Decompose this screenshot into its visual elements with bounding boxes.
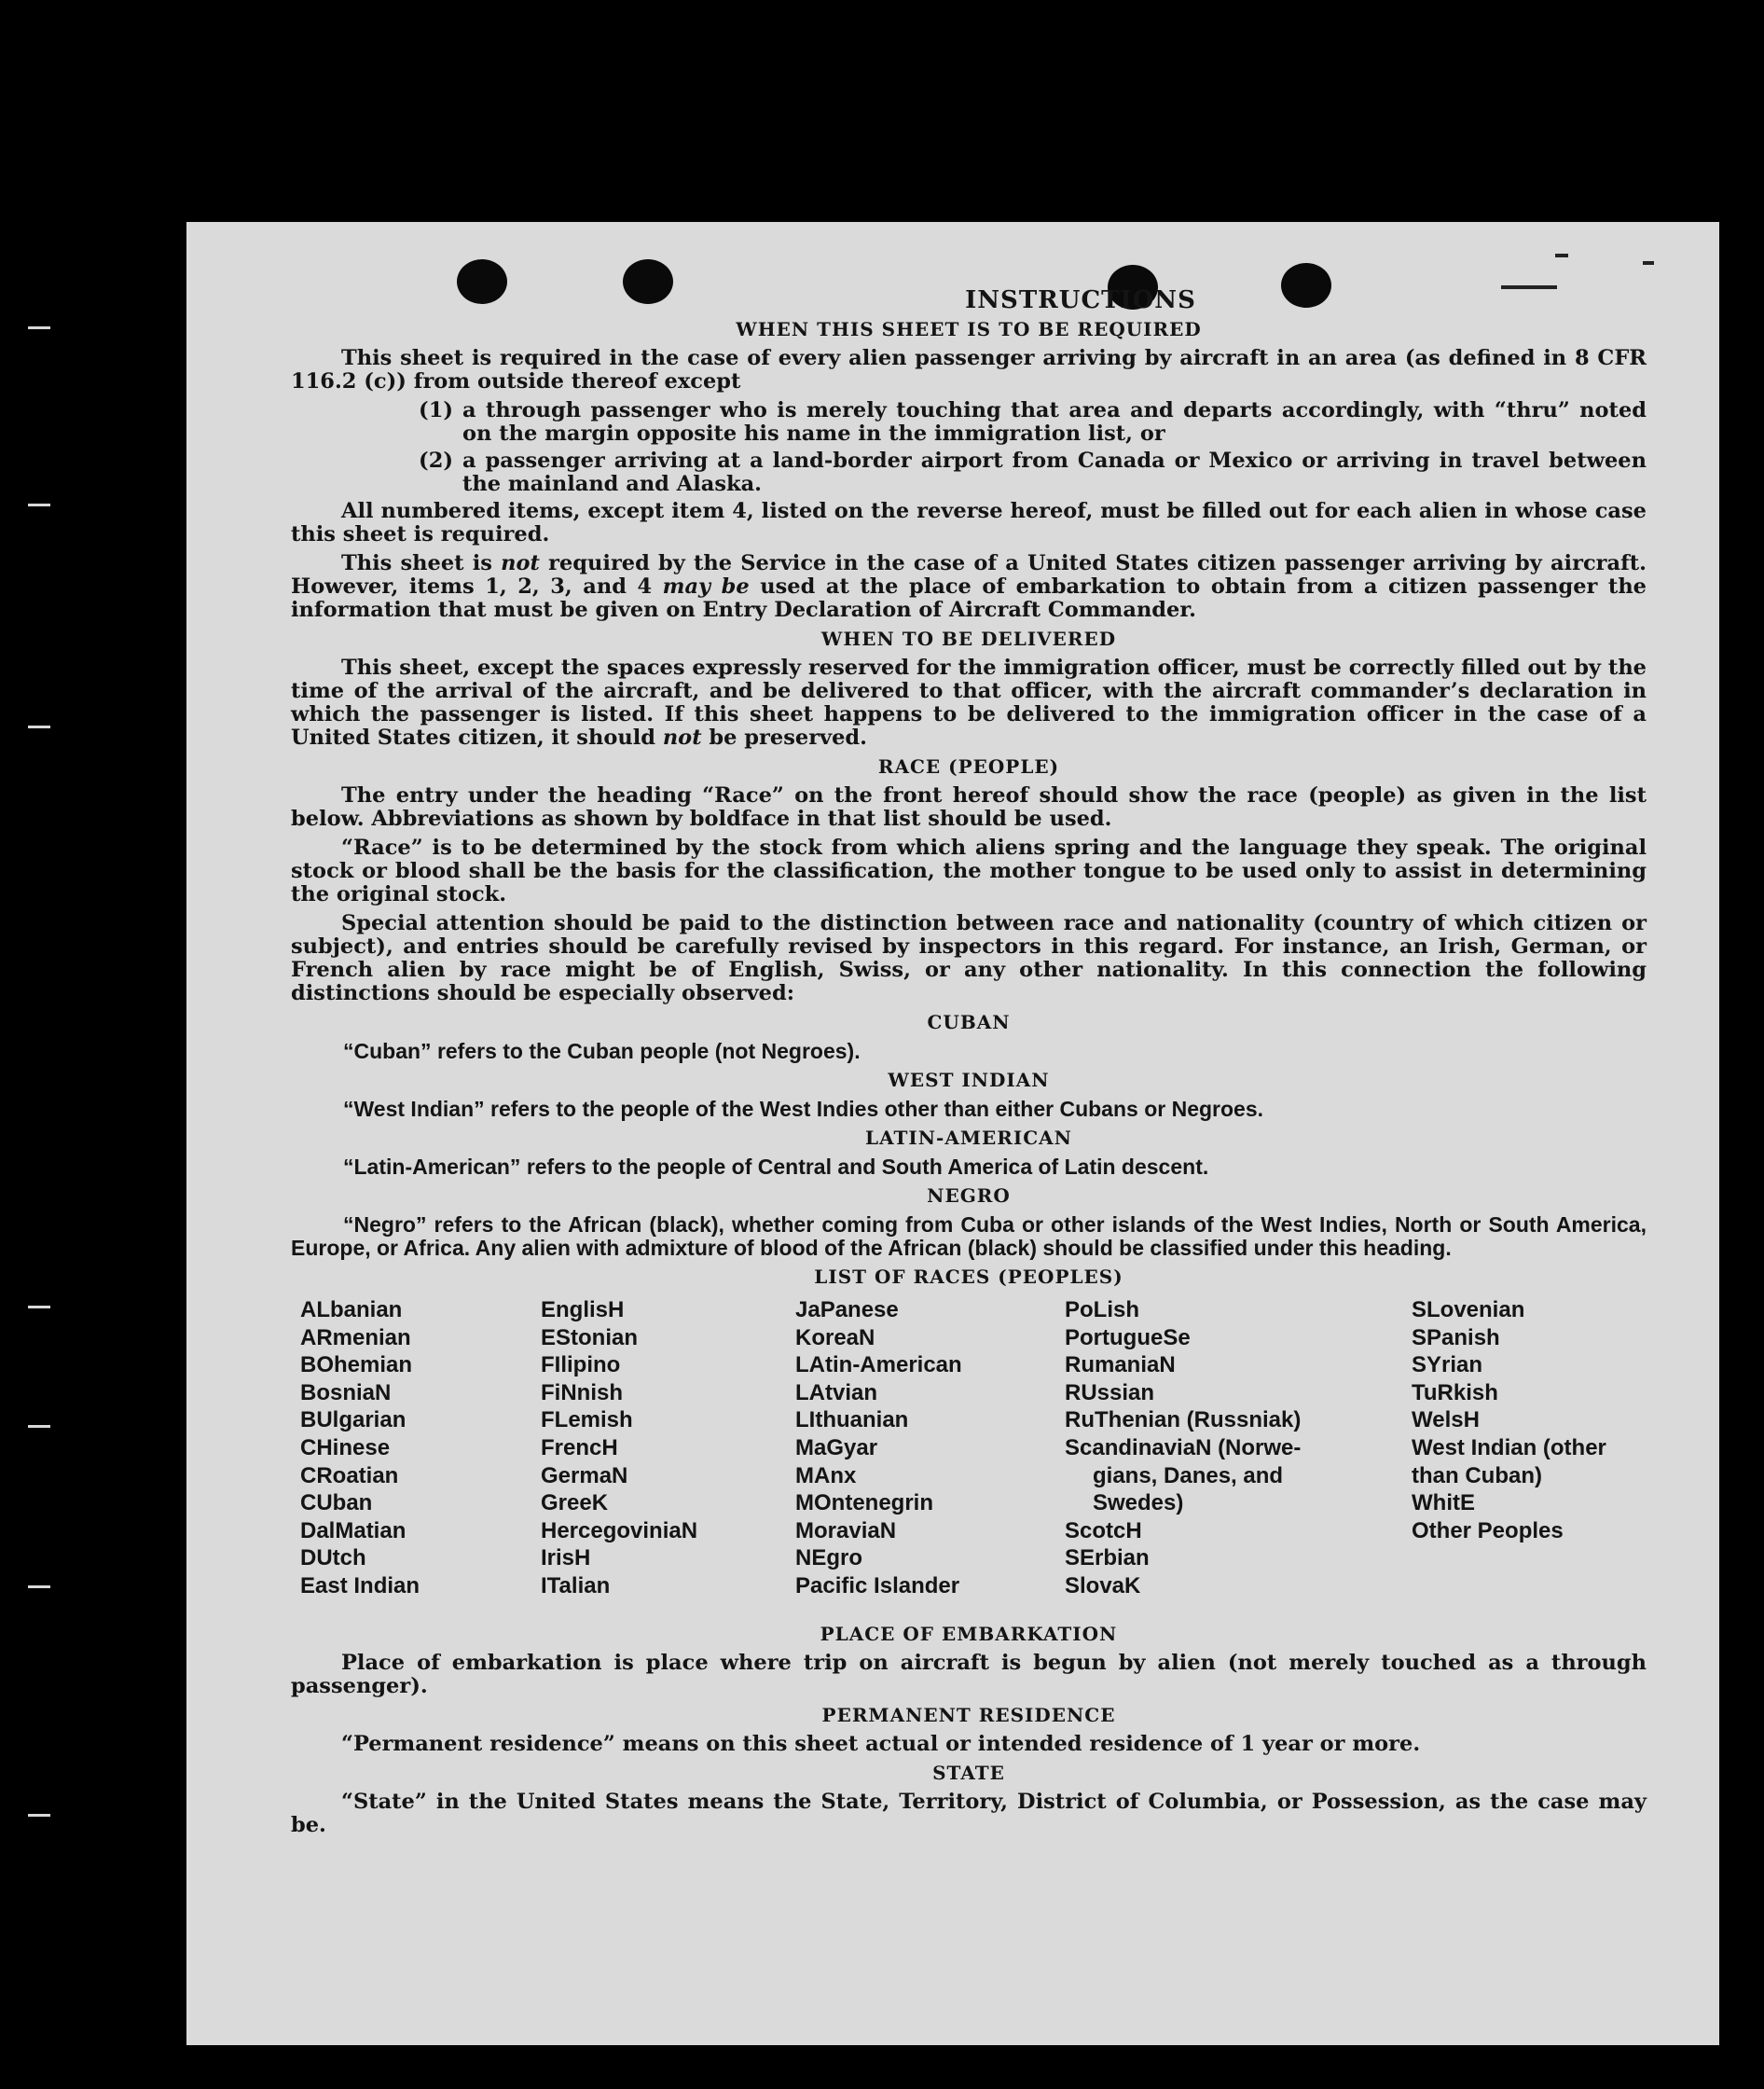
paragraph [291,657,1647,750]
race-entry: ScotcH [1065,1517,1142,1543]
race-entry: West Indian (other [1412,1434,1606,1460]
race-entry: TuRkish [1412,1379,1498,1405]
races-list [291,1296,1647,1617]
race-entry: LAtin-American [795,1352,962,1378]
race-entry: WhitE [1412,1490,1475,1516]
race-entry: MaGyar [795,1434,878,1460]
race-entry: JaPanese [795,1297,899,1322]
race-entry: ITalian [541,1572,611,1598]
emphasis: not [662,726,702,750]
list-item-number: (1) [419,398,453,422]
paragraph: The entry under the heading “Race” on the front hereof should show the race (people) as given in the list below. Abbreviations as shown by boldface in that list should be used. [291,783,1647,831]
race-entry: MoraviaN [795,1517,897,1543]
race-entry: EStonian [541,1324,639,1350]
race-entry: DalMatian [300,1517,407,1543]
races-column [541,1296,697,1600]
race-entry: GermaN [541,1462,628,1488]
emphasis: may be [662,574,750,599]
race-entry: Pacific Islander [795,1572,960,1598]
definition-heading: WEST INDIAN [888,1069,1050,1091]
film-edge-mark [28,1814,50,1817]
text-run: required by the Service in the case of a United States citizen passenger arriving by aircraft. However, items 1, 2, 3, and 4 [291,551,1647,599]
race-entry: BosniaN [300,1379,392,1405]
race-entry: HercegoviniaN [541,1517,698,1543]
race-entry: CRoatian [300,1462,399,1488]
race-entry: EnglisH [541,1297,625,1322]
list-item [291,399,1647,446]
race-entry: SYrian [1412,1352,1483,1378]
film-edge-mark [28,504,50,506]
race-entry: than Cuban) [1412,1462,1542,1488]
race-entry: SErbian [1065,1545,1150,1571]
list-item-text: a through passenger who is merely touching that area and departs accordingly, with “thru” noted on the margin opposite his name in the immigration list, or [462,398,1647,446]
race-entry: BOhemian [300,1352,413,1378]
document-page [186,222,1719,2045]
film-edge-mark [28,326,50,329]
list-item-number: (2) [419,449,453,473]
race-entry: LIthuanian [795,1407,909,1433]
list-item [291,450,1647,496]
race-entry: East Indian [300,1572,420,1598]
race-entry: ScandinaviaN (Norwe- [1065,1434,1302,1460]
definition-text: “Negro” refers to the African (black), whether coming from Cuba or other islands of the West Indies, North or South America, Europe, or Africa. Any alien with admixture of blood of the African (black) should be classified under this heading. [291,1212,1647,1260]
race-entry: RUssian [1065,1379,1155,1405]
race-entry: MAnx [795,1462,857,1488]
emphasis: not [501,551,540,575]
definition-text: “Latin-American” refers to the people of Central and South America of Latin descent. [343,1155,1209,1179]
paragraph: “State” in the United States means the State, Territory, District of Columbia, or Possession, as the case may be. [291,1790,1647,1837]
race-entry: Swedes) [1093,1490,1184,1516]
races-column [1412,1296,1606,1544]
list-item-text: a passenger arriving at a land-border airport from Canada or Mexico or arriving in travel between the mainland and Alaska. [462,449,1647,496]
race-entry: SLovenian [1412,1297,1525,1322]
race-entry: SlovaK [1065,1572,1141,1598]
races-column [795,1296,962,1600]
section-heading: PERMANENT RESIDENCE [821,1704,1116,1726]
text-run: This sheet is [341,551,502,575]
races-column [1065,1296,1301,1600]
race-entry: FLemish [541,1407,633,1433]
film-edge-mark [28,1425,50,1428]
definition-text: “Cuban” refers to the Cuban people (not Negroes). [343,1039,861,1063]
paragraph: Place of embarkation is place where trip on aircraft is begun by alien (not merely touched as a through passenger). [291,1651,1647,1698]
race-entry: PoLish [1065,1297,1140,1322]
race-entry: BUlgarian [300,1407,407,1433]
definition-heading: NEGRO [927,1184,1011,1207]
section-heading: WHEN THIS SHEET IS TO BE REQUIRED [736,318,1202,340]
paragraph: “Permanent residence” means on this sheet actual or intended residence of 1 year or more. [341,1732,1421,1756]
race-entry: PortugueSe [1065,1324,1191,1350]
definition-text: “West Indian” refers to the people of the West Indies other than either Cubans or Negroes. [343,1097,1264,1121]
race-entry: MOntenegrin [795,1490,933,1516]
race-entry: NEgro [795,1545,862,1571]
text-run: be preserved. [701,726,868,750]
race-entry: IrisH [541,1545,591,1571]
paragraph: Special attention should be paid to the distinction between race and nationality (country of which citizen or subject), and entries should be carefully revised by inspectors in this regard. For instance, an Irish, German, or French alien by race might be of English, Swiss, or any other nationality. In this connection the following distinctions should be especially observed: [291,911,1647,1005]
document-title: INSTRUCTIONS [965,286,1196,314]
film-edge-mark [28,726,50,728]
paragraph: All numbered items, except item 4, listed on the reverse hereof, must be filled out for each alien in whose case this sheet is required. [291,499,1647,546]
race-entry: ARmenian [300,1324,411,1350]
race-entry: Other Peoples [1412,1517,1564,1543]
definition-heading: LATIN-AMERICAN [865,1127,1072,1149]
paragraph [291,552,1647,622]
races-column [300,1296,420,1600]
race-entry: RuThenian (Russniak) [1065,1407,1302,1433]
scratch-mark [1643,261,1654,265]
race-entry: DUtch [300,1545,366,1571]
race-entry: KoreaN [795,1324,875,1350]
race-entry: LAtvian [795,1379,878,1405]
race-entry: FIlipino [541,1352,621,1378]
race-entry: GreeK [541,1490,609,1516]
section-heading: RACE (PEOPLE) [877,755,1060,778]
scratch-mark [1555,254,1568,257]
text-run: used at the place of embarkation to obtain from a citizen passenger the information that must be given on Entry Declaration of Aircraft Commander. [291,574,1647,622]
race-entry: FiNnish [541,1379,623,1405]
film-edge-mark [28,1306,50,1308]
section-heading: PLACE OF EMBARKATION [820,1623,1118,1645]
paragraph: This sheet is required in the case of every alien passenger arriving by aircraft in an area (as defined in 8 CFR 116.2 (c)) from outside thereof except [291,346,1647,394]
section-heading: WHEN TO BE DELIVERED [820,628,1117,650]
definition-heading: CUBAN [927,1011,1011,1033]
instructions-content [291,286,1647,1843]
race-entry: SPanish [1412,1324,1500,1350]
race-entry: gians, Danes, and [1093,1462,1284,1488]
race-entry: ALbanian [300,1297,403,1322]
races-heading: LIST OF RACES (PEOPLES) [814,1266,1123,1288]
race-entry: WelsH [1412,1407,1480,1433]
race-entry: CUban [300,1490,373,1516]
paragraph: “Race” is to be determined by the stock from which aliens spring and the language they speak. The original stock or blood shall be the basis for the classification, the mother tongue to be used only to assist in determining the original stock. [291,836,1647,906]
film-edge-mark [28,1585,50,1588]
race-entry: RumaniaN [1065,1352,1176,1378]
race-entry: FrencH [541,1434,618,1460]
section-heading: STATE [932,1762,1005,1784]
race-entry: CHinese [300,1434,391,1460]
text-run: This sheet, except the spaces expressly reserved for the immigration officer, must be correctly filled out by the time of the arrival of the aircraft, and be delivered to that officer, with the aircraft commander’s declaration in which the passenger is listed. If this sheet happens to be delivered to the immigration officer in the case of a United States citizen, it should [291,656,1647,750]
